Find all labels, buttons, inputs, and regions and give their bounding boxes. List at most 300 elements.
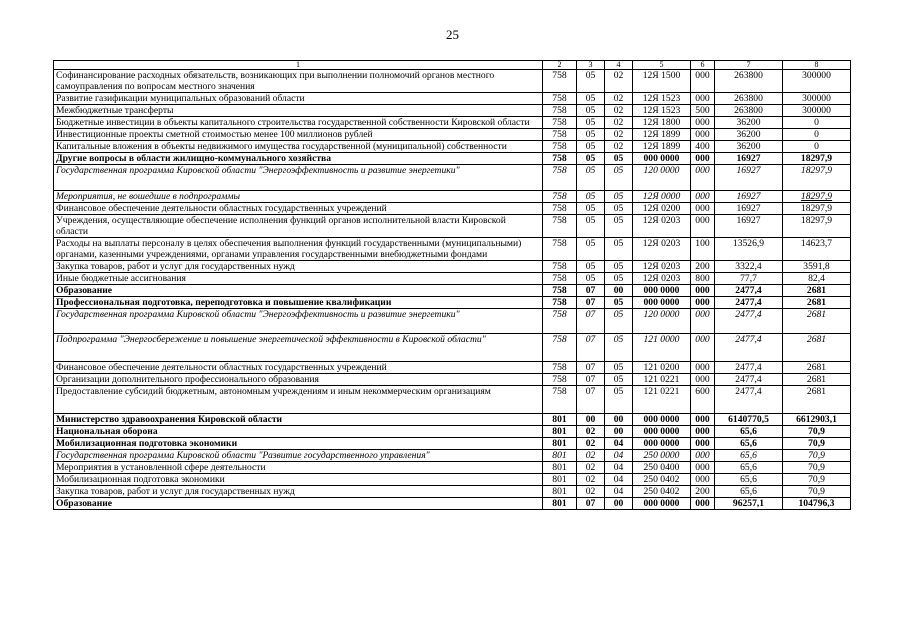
row-name: Бюджетные инвестиции в объекты капитального строительства государственной собственности Кировской области xyxy=(54,117,543,129)
section-code: 05 xyxy=(577,105,605,117)
subsection-code: 05 xyxy=(605,297,633,309)
ministry-code: 758 xyxy=(543,362,577,374)
expense-type-code: 400 xyxy=(691,141,715,153)
table-row xyxy=(54,165,851,191)
amount-year-2 xyxy=(783,462,851,474)
table-row xyxy=(54,203,851,215)
amount-year-1: 65,6 xyxy=(715,426,783,438)
section-code: 07 xyxy=(577,309,605,334)
ministry-code: 758 xyxy=(543,129,577,141)
section-code: 02 xyxy=(577,438,605,450)
amount-year-1: 2477,4 xyxy=(715,386,783,414)
expense-type-code: 200 xyxy=(691,486,715,498)
section-code: 05 xyxy=(577,117,605,129)
ministry-code: 758 xyxy=(543,191,577,203)
amount-year-1: 36200 xyxy=(715,129,783,141)
expense-type-code: 000 xyxy=(691,438,715,450)
target-article-code: 12Я 0000 xyxy=(633,191,691,203)
expense-type-code: 000 xyxy=(691,215,715,238)
amount-year-2 xyxy=(783,165,851,191)
table-row xyxy=(54,309,851,334)
section-code: 00 xyxy=(577,414,605,426)
column-number: 7 xyxy=(715,61,783,70)
ministry-code: 758 xyxy=(543,386,577,414)
amount-year-2 xyxy=(783,309,851,334)
amount-year-2-value: 70,9 xyxy=(808,486,825,497)
subsection-code: 05 xyxy=(605,153,633,165)
target-article-code: 121 0221 xyxy=(633,374,691,386)
target-article-code: 250 0402 xyxy=(633,486,691,498)
amount-year-2 xyxy=(783,414,851,426)
amount-year-1: 16927 xyxy=(715,153,783,165)
target-article-code: 12Я 1523 xyxy=(633,93,691,105)
amount-year-2 xyxy=(783,386,851,414)
subsection-code: 02 xyxy=(605,105,633,117)
expense-type-code: 000 xyxy=(691,498,715,510)
amount-year-1: 36200 xyxy=(715,141,783,153)
column-number-row xyxy=(54,61,851,70)
table-row xyxy=(54,426,851,438)
section-code: 05 xyxy=(577,70,605,93)
amount-year-2-value: 18297,9 xyxy=(800,203,833,214)
section-code: 07 xyxy=(577,362,605,374)
table-row xyxy=(54,486,851,498)
amount-year-2-value: 14623,7 xyxy=(800,238,833,249)
ministry-code: 801 xyxy=(543,486,577,498)
section-code: 05 xyxy=(577,93,605,105)
target-article-code: 000 0000 xyxy=(633,285,691,297)
section-code: 02 xyxy=(577,474,605,486)
row-name: Образование xyxy=(54,285,543,297)
amount-year-2 xyxy=(783,70,851,93)
table-row xyxy=(54,450,851,462)
amount-year-2-value: 300000 xyxy=(802,70,831,81)
column-number: 2 xyxy=(543,61,577,70)
table-row xyxy=(54,141,851,153)
row-name: Межбюджетные трансферты xyxy=(54,105,543,117)
amount-year-2 xyxy=(783,238,851,261)
target-article-code: 12Я 0200 xyxy=(633,203,691,215)
amount-year-2 xyxy=(783,334,851,362)
subsection-code: 05 xyxy=(605,238,633,261)
amount-year-2-value: 82,4 xyxy=(808,273,825,284)
amount-year-1: 16927 xyxy=(715,191,783,203)
section-code: 05 xyxy=(577,215,605,238)
ministry-code: 758 xyxy=(543,215,577,238)
ministry-code: 758 xyxy=(543,141,577,153)
target-article-code: 12Я 1800 xyxy=(633,117,691,129)
table-row xyxy=(54,191,851,203)
amount-year-1: 6140770,5 xyxy=(715,414,783,426)
amount-year-2-value: 2681 xyxy=(806,362,827,373)
target-article-code: 000 0000 xyxy=(633,498,691,510)
expense-type-code: 000 xyxy=(691,414,715,426)
section-code: 07 xyxy=(577,374,605,386)
row-name: Капитальные вложения в объекты недвижимого имущества государственной (муниципальной) собственности xyxy=(54,141,543,153)
target-article-code: 000 0000 xyxy=(633,297,691,309)
amount-year-1: 65,6 xyxy=(715,450,783,462)
subsection-code: 05 xyxy=(605,334,633,362)
subsection-code: 05 xyxy=(605,203,633,215)
amount-year-2-value: 2681 xyxy=(806,285,827,296)
section-code: 07 xyxy=(577,498,605,510)
column-number: 4 xyxy=(605,61,633,70)
amount-year-1: 2477,4 xyxy=(715,362,783,374)
target-article-code: 250 0000 xyxy=(633,450,691,462)
expense-type-code: 000 xyxy=(691,203,715,215)
amount-year-2-value: 0 xyxy=(814,117,819,128)
amount-year-1: 2477,4 xyxy=(715,334,783,362)
amount-year-1: 2477,4 xyxy=(715,297,783,309)
subsection-code: 00 xyxy=(605,285,633,297)
ministry-code: 801 xyxy=(543,426,577,438)
section-code: 05 xyxy=(577,203,605,215)
amount-year-2-value: 6612903,1 xyxy=(796,414,837,425)
amount-year-1: 36200 xyxy=(715,117,783,129)
ministry-code: 801 xyxy=(543,450,577,462)
amount-year-1: 2477,4 xyxy=(715,374,783,386)
ministry-code: 758 xyxy=(543,273,577,285)
table-row xyxy=(54,498,851,510)
ministry-code: 758 xyxy=(543,309,577,334)
subsection-code: 05 xyxy=(605,386,633,414)
amount-year-2 xyxy=(783,362,851,374)
target-article-code: 120 0000 xyxy=(633,309,691,334)
ministry-code: 758 xyxy=(543,238,577,261)
target-article-code: 000 0000 xyxy=(633,438,691,450)
row-name: Закупка товаров, работ и услуг для государственных нужд xyxy=(54,486,543,498)
table-row xyxy=(54,362,851,374)
amount-year-2 xyxy=(783,486,851,498)
table-row xyxy=(54,374,851,386)
row-name: Организации дополнительного профессионального образования xyxy=(54,374,543,386)
amount-year-2-value: 2681 xyxy=(806,309,827,320)
expense-type-code: 000 xyxy=(691,297,715,309)
expense-type-code: 500 xyxy=(691,105,715,117)
row-name: Национальная оборона xyxy=(54,426,543,438)
row-name: Иные бюджетные ассигнования xyxy=(54,273,543,285)
expense-type-code: 000 xyxy=(691,93,715,105)
subsection-code: 04 xyxy=(605,462,633,474)
amount-year-1: 263800 xyxy=(715,70,783,93)
amount-year-2 xyxy=(783,261,851,273)
amount-year-2-value: 70,9 xyxy=(808,474,825,485)
amount-year-2-value: 104796,3 xyxy=(798,498,835,509)
table-row xyxy=(54,297,851,309)
amount-year-1: 65,6 xyxy=(715,462,783,474)
subsection-code: 05 xyxy=(605,165,633,191)
amount-year-2-value: 70,9 xyxy=(808,438,825,449)
amount-year-2-value: 2681 xyxy=(806,386,827,397)
subsection-code: 05 xyxy=(605,273,633,285)
subsection-code: 05 xyxy=(605,362,633,374)
amount-year-2 xyxy=(783,105,851,117)
amount-year-2 xyxy=(783,141,851,153)
subsection-code: 04 xyxy=(605,474,633,486)
table-row xyxy=(54,153,851,165)
budget-table xyxy=(53,60,851,510)
amount-year-2-value: 18297,9 xyxy=(800,215,833,226)
row-name: Учреждения, осуществляющие обеспечение исполнения функций органов исполнительной власти Кировской области xyxy=(54,215,543,238)
table-row xyxy=(54,438,851,450)
section-code: 05 xyxy=(577,273,605,285)
ministry-code: 758 xyxy=(543,334,577,362)
table-row xyxy=(54,117,851,129)
expense-type-code: 000 xyxy=(691,129,715,141)
ministry-code: 758 xyxy=(543,285,577,297)
row-name: Министерство здравоохранения Кировской области xyxy=(54,414,543,426)
subsection-code: 05 xyxy=(605,374,633,386)
expense-type-code: 000 xyxy=(691,362,715,374)
amount-year-1: 65,6 xyxy=(715,438,783,450)
table-row xyxy=(54,238,851,261)
amount-year-2 xyxy=(783,273,851,285)
expense-type-code: 000 xyxy=(691,70,715,93)
amount-year-1: 65,6 xyxy=(715,486,783,498)
expense-type-code: 100 xyxy=(691,238,715,261)
subsection-code: 04 xyxy=(605,438,633,450)
amount-year-2-value: 3591,8 xyxy=(803,261,830,272)
row-name: Государственная программа Кировской области "Энергоэффективность и развитие энергетики" xyxy=(54,309,543,334)
target-article-code: 12Я 1523 xyxy=(633,105,691,117)
section-code: 07 xyxy=(577,297,605,309)
section-code: 07 xyxy=(577,386,605,414)
section-code: 05 xyxy=(577,129,605,141)
ministry-code: 758 xyxy=(543,105,577,117)
table-row xyxy=(54,462,851,474)
column-number: 8 xyxy=(783,61,851,70)
expense-type-code: 000 xyxy=(691,374,715,386)
target-article-code: 121 0221 xyxy=(633,386,691,414)
ministry-code: 801 xyxy=(543,438,577,450)
amount-year-2-value: 2681 xyxy=(806,374,827,385)
expense-type-code: 000 xyxy=(691,117,715,129)
amount-year-2 xyxy=(783,438,851,450)
table-row xyxy=(54,474,851,486)
amount-year-2-value: 18297,9 xyxy=(800,165,833,176)
table-row xyxy=(54,215,851,238)
target-article-code: 12Я 0203 xyxy=(633,215,691,238)
target-article-code: 12Я 1899 xyxy=(633,141,691,153)
amount-year-2 xyxy=(783,93,851,105)
amount-year-1: 96257,1 xyxy=(715,498,783,510)
ministry-code: 758 xyxy=(543,203,577,215)
subsection-code: 02 xyxy=(605,141,633,153)
section-code: 02 xyxy=(577,450,605,462)
target-article-code: 12Я 0203 xyxy=(633,238,691,261)
amount-year-1: 16927 xyxy=(715,203,783,215)
row-name: Мобилизационная подготовка экономики xyxy=(54,438,543,450)
subsection-code: 04 xyxy=(605,450,633,462)
amount-year-1: 2477,4 xyxy=(715,309,783,334)
row-name: Софинансирование расходных обязательств, возникающих при выполнении полномочий органов местного самоуправления по вопросам местного значения xyxy=(54,70,543,93)
table-row xyxy=(54,414,851,426)
expense-type-code: 000 xyxy=(691,309,715,334)
subsection-code: 02 xyxy=(605,129,633,141)
target-article-code: 000 0000 xyxy=(633,426,691,438)
table-row xyxy=(54,105,851,117)
expense-type-code: 000 xyxy=(691,474,715,486)
amount-year-2-value: 2681 xyxy=(806,334,827,345)
row-name: Закупка товаров, работ и услуг для государственных нужд xyxy=(54,261,543,273)
ministry-code: 758 xyxy=(543,70,577,93)
column-number: 5 xyxy=(633,61,691,70)
section-code: 02 xyxy=(577,462,605,474)
amount-year-2 xyxy=(783,426,851,438)
target-article-code: 000 0000 xyxy=(633,153,691,165)
row-name: Подпрограмма "Энергосбережение и повышение энергетической эффективности в Кировской области" xyxy=(54,334,543,362)
expense-type-code: 000 xyxy=(691,285,715,297)
row-name: Мероприятия, не вошедшие в подпрограммы xyxy=(54,191,543,203)
row-name: Государственная программа Кировской области "Развитие государственного управления" xyxy=(54,450,543,462)
table-row xyxy=(54,334,851,362)
amount-year-2-value: 18297,9 xyxy=(800,153,833,164)
expense-type-code: 600 xyxy=(691,386,715,414)
amount-year-2 xyxy=(783,129,851,141)
table-row xyxy=(54,93,851,105)
amount-year-1: 263800 xyxy=(715,93,783,105)
row-name: Мобилизационная подготовка экономики xyxy=(54,474,543,486)
row-name: Расходы на выплаты персоналу в целях обеспечения выполнения функций государственными (муниципальными) органами, казенными учреждениями, органами управления государственными внебюджетными фондами xyxy=(54,238,543,261)
amount-year-2-value: 70,9 xyxy=(808,450,825,461)
subsection-code: 00 xyxy=(605,414,633,426)
amount-year-2-value: 2681 xyxy=(806,297,827,308)
ministry-code: 758 xyxy=(543,374,577,386)
amount-year-2 xyxy=(783,374,851,386)
amount-year-2-value: 0 xyxy=(814,141,819,152)
amount-year-2 xyxy=(783,498,851,510)
amount-year-2 xyxy=(783,474,851,486)
subsection-code: 05 xyxy=(605,261,633,273)
target-article-code: 12Я 1500 xyxy=(633,70,691,93)
amount-year-1: 3322,4 xyxy=(715,261,783,273)
ministry-code: 758 xyxy=(543,261,577,273)
expense-type-code: 000 xyxy=(691,450,715,462)
target-article-code: 12Я 0203 xyxy=(633,273,691,285)
row-name: Финансовое обеспечение деятельности областных государственных учреждений xyxy=(54,203,543,215)
amount-year-1: 65,6 xyxy=(715,474,783,486)
amount-year-2 xyxy=(783,203,851,215)
target-article-code: 12Я 0203 xyxy=(633,261,691,273)
section-code: 05 xyxy=(577,141,605,153)
page-number: 25 xyxy=(446,27,459,42)
amount-year-2-value: 70,9 xyxy=(808,426,825,437)
section-code: 05 xyxy=(577,165,605,191)
ministry-code: 758 xyxy=(543,297,577,309)
amount-year-1: 77,7 xyxy=(715,273,783,285)
target-article-code: 250 0400 xyxy=(633,462,691,474)
subsection-code: 02 xyxy=(605,70,633,93)
section-code: 02 xyxy=(577,426,605,438)
expense-type-code: 000 xyxy=(691,165,715,191)
subsection-code: 00 xyxy=(605,498,633,510)
amount-year-2 xyxy=(783,215,851,238)
table-row xyxy=(54,261,851,273)
amount-year-2-value: 70,9 xyxy=(808,462,825,473)
ministry-code: 801 xyxy=(543,414,577,426)
expense-type-code: 200 xyxy=(691,261,715,273)
table-row xyxy=(54,285,851,297)
ministry-code: 758 xyxy=(543,165,577,191)
table-row xyxy=(54,70,851,93)
amount-year-1: 13526,9 xyxy=(715,238,783,261)
subsection-code: 04 xyxy=(605,486,633,498)
row-name: Развитие газификации муниципальных образований области xyxy=(54,93,543,105)
amount-year-2-value: 300000 xyxy=(802,105,831,116)
subsection-code: 00 xyxy=(605,426,633,438)
row-name: Предоставление субсидий бюджетным, автономным учреждениям и иным некоммерческим организациям xyxy=(54,386,543,414)
section-code: 05 xyxy=(577,191,605,203)
row-name: Финансовое обеспечение деятельности областных государственных учреждений xyxy=(54,362,543,374)
amount-year-1: 16927 xyxy=(715,215,783,238)
target-article-code: 121 0200 xyxy=(633,362,691,374)
expense-type-code: 000 xyxy=(691,191,715,203)
row-name: Мероприятия в установленной сфере деятельности xyxy=(54,462,543,474)
section-code: 07 xyxy=(577,334,605,362)
target-article-code: 12Я 1899 xyxy=(633,129,691,141)
ministry-code: 758 xyxy=(543,93,577,105)
amount-year-1: 16927 xyxy=(715,165,783,191)
row-name: Государственная программа Кировской области "Энергоэффективность и развитие энергетики" xyxy=(54,165,543,191)
ministry-code: 801 xyxy=(543,462,577,474)
row-name: Другие вопросы в области жилищно-коммунального хозяйства xyxy=(54,153,543,165)
section-code: 07 xyxy=(577,285,605,297)
amount-year-2 xyxy=(783,285,851,297)
row-name: Профессиональная подготовка, переподготовка и повышение квалификации xyxy=(54,297,543,309)
amount-year-2 xyxy=(783,297,851,309)
target-article-code: 121 0000 xyxy=(633,334,691,362)
expense-type-code: 800 xyxy=(691,273,715,285)
subsection-code: 05 xyxy=(605,191,633,203)
section-code: 05 xyxy=(577,238,605,261)
row-name: Образование xyxy=(54,498,543,510)
expense-type-code: 000 xyxy=(691,334,715,362)
target-article-code: 000 0000 xyxy=(633,414,691,426)
column-number: 6 xyxy=(691,61,715,70)
subsection-code: 02 xyxy=(605,117,633,129)
amount-year-2 xyxy=(783,117,851,129)
table-row xyxy=(54,273,851,285)
ministry-code: 801 xyxy=(543,474,577,486)
section-code: 05 xyxy=(577,153,605,165)
ministry-code: 758 xyxy=(543,117,577,129)
amount-year-2-value: 0 xyxy=(814,129,819,140)
row-name: Инвестиционные проекты сметной стоимостью менее 100 миллионов рублей xyxy=(54,129,543,141)
subsection-code: 02 xyxy=(605,93,633,105)
expense-type-code: 000 xyxy=(691,153,715,165)
amount-year-2-value: 18297,9 xyxy=(800,191,833,202)
ministry-code: 758 xyxy=(543,153,577,165)
amount-year-2-value: 300000 xyxy=(802,93,831,104)
section-code: 02 xyxy=(577,486,605,498)
expense-type-code: 000 xyxy=(691,462,715,474)
amount-year-2 xyxy=(783,153,851,165)
target-article-code: 250 0402 xyxy=(633,474,691,486)
column-number: 3 xyxy=(577,61,605,70)
amount-year-2 xyxy=(783,191,851,203)
target-article-code: 120 0000 xyxy=(633,165,691,191)
table-row xyxy=(54,386,851,414)
amount-year-2 xyxy=(783,450,851,462)
column-number: 1 xyxy=(54,61,543,70)
subsection-code: 05 xyxy=(605,215,633,238)
subsection-code: 05 xyxy=(605,309,633,334)
table-row xyxy=(54,129,851,141)
amount-year-1: 2477,4 xyxy=(715,285,783,297)
ministry-code: 801 xyxy=(543,498,577,510)
expense-type-code: 000 xyxy=(691,426,715,438)
amount-year-1: 263800 xyxy=(715,105,783,117)
